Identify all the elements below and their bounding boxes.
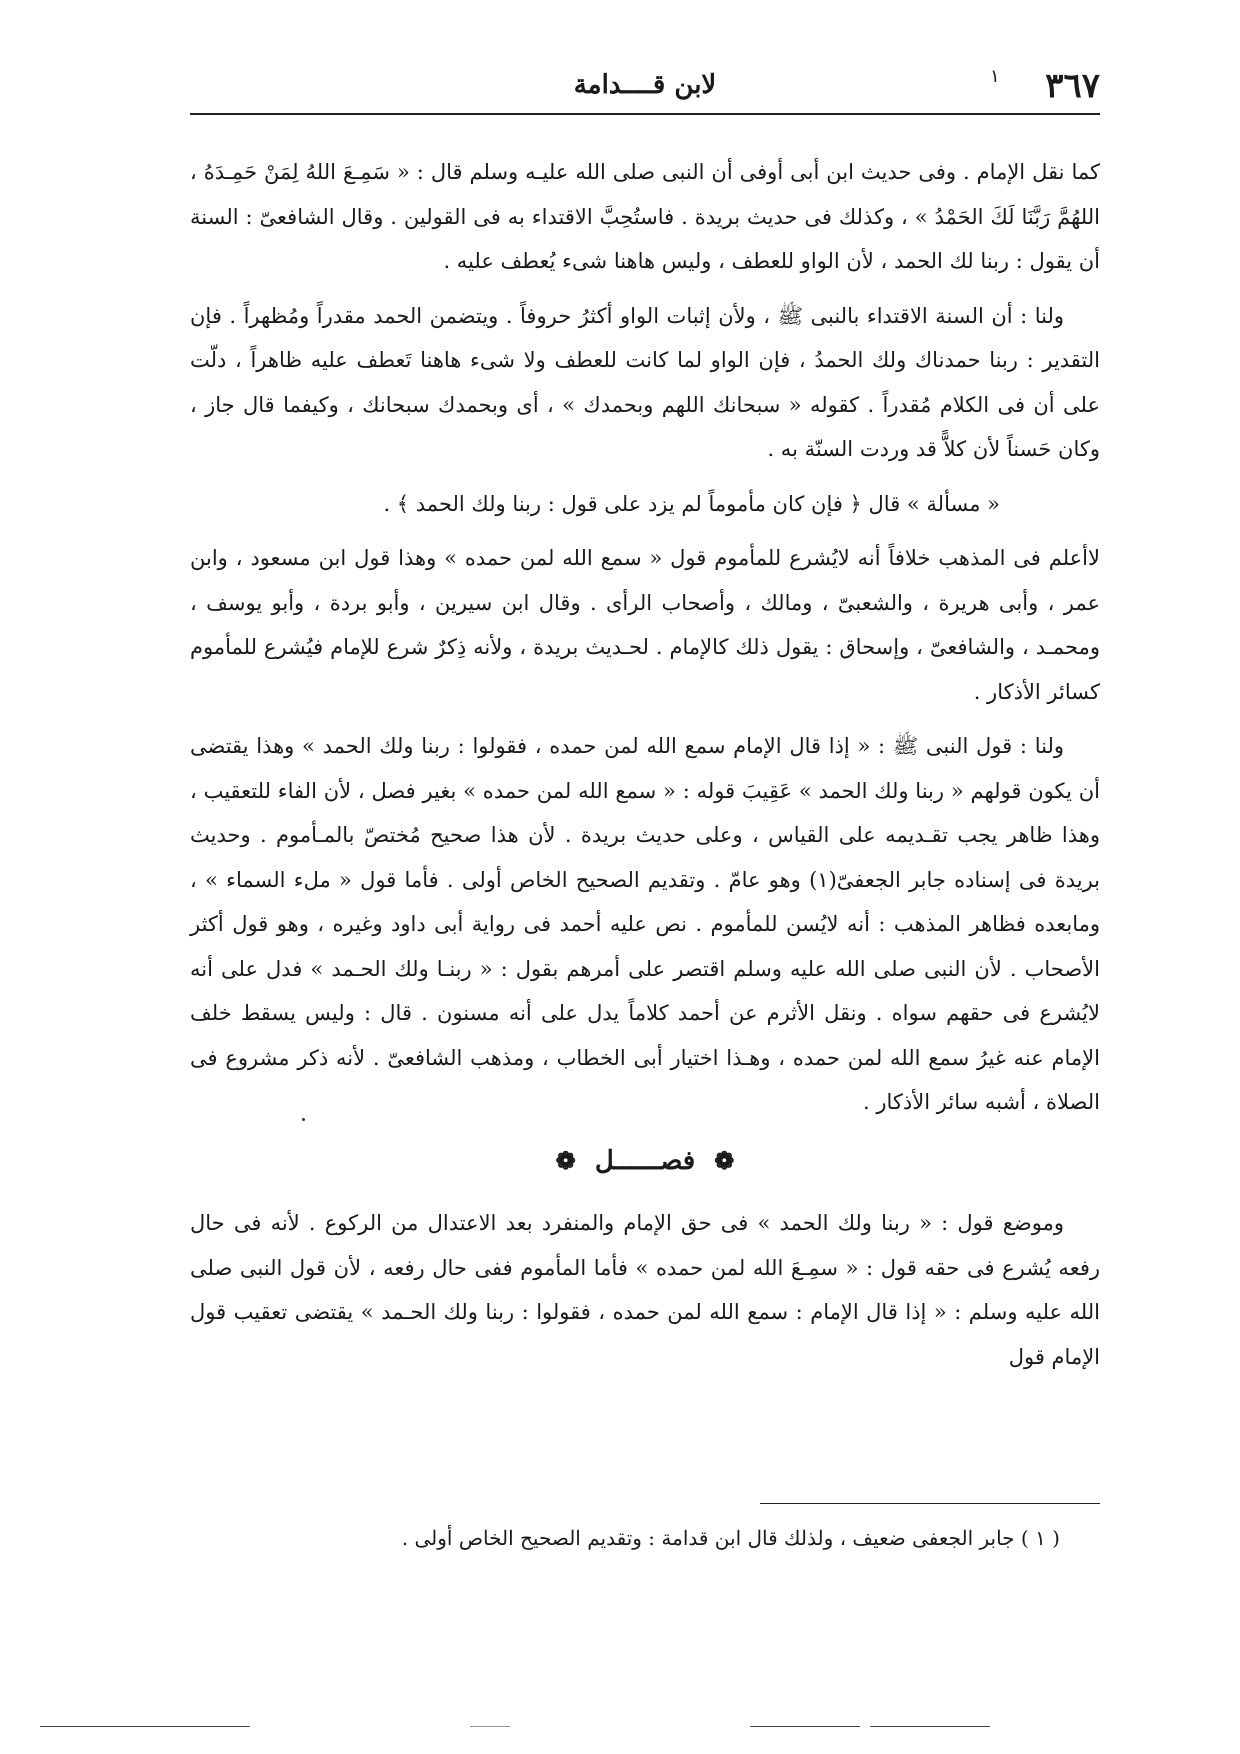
page-header <box>190 60 1100 110</box>
footnote: ( ١ ) جابر الجعفى ضعيف ، ولذلك قال ابن قدامة : وتقديم الصحيح الخاص أولى . <box>401 1526 1060 1550</box>
paragraph-4: ولنا : قول النبى ﷺ : « إذا قال الإمام سمع الله لمن حمده ، فقولوا : ربنا ولك الحمد » وهذا يقتضى أن يكون قولهم « ربنا ولك الحمد » عَقِيبَ قوله : « سمع الله لمن حمده » بغير فصل ، لأن الفاء للتعقيب ، وهذا ظاهر يجب تقـديمه على القياس ، وعلى حديث بريدة . لأن هذا صحيح مُختصّ بالمـأموم . وحديث بريدة فى إسناده جابر الجعفىّ(١) وهو عامّ . وتقديم الصحيح الخاص أولى . فأما قول « ملء السماء » ، ومابعده فظاهر المذهب : أنه لايُسن للمأموم . نص عليه أحمد فى رواية أبى داود وغيره ، وهو قول أكثر الأصحاب . لأن النبى صلى الله عليه وسلم اقتصر على أمرهم بقول : « ربنـا ولك الحـمد » فدل على أنه لايُشرع فى حقهم سواه . ونقل الأثرم عن أحمد كلاماً يدل على أنه مسنون . قال : وليس يسقط خلف الإمام عنه غيرُ سمع الله لمن حمده ، وهـذا اختيار أبى الخطاب ، ومذهب الشافعىّ . لأنه ذكر مشروع فى الصلاة ، أشبه سائر الأذكار . <box>190 734 1100 1114</box>
main-text <box>190 150 1100 1389</box>
paragraph-2: ولنا : أن السنة الاقتداء بالنبى ﷺ ، ولأن إثبات الواو أكثرُ حروفاً . ويتضمن الحمد مقدراً ومُظهراً . فإن التقدير : ربنا حمدناك ولك الحمدُ ، فإن الواو لما كانت للعطف ولا شىء هاهنا تَعطف عليه ظاهراً ، دلّت على أن فى الكلام مُقدراً . كقوله « سبحانك اللهم وبحمدك » ، أى وبحمدك سبحانك ، وكيفما قال جاز ، وكان حَسناً لأن كلاًّ قد وردت السنّة به . <box>190 303 1100 461</box>
ornament-right-icon: ❁ <box>714 1145 735 1175</box>
bottom-scan-line <box>750 1726 860 1727</box>
bottom-scan-line <box>40 1726 250 1727</box>
masala-line: « مسألة » قال ﴿ فإن كان مأموماً لم يزد على قول : ربنا ولك الحمد ﴾ . <box>383 491 1000 516</box>
section-paragraph: وموضع قول : « ربنا ولك الحمد » فى حق الإمام والمنفرد بعد الاعتدال من الركوع . لأنه فى حال رفعه يُشرع فى حقه قول : « سمِـعَ الله لمن حمده » فأما المأموم ففى حال رفعه ، لأن قول النبى صلى الله عليه وسلم : « إذا قال الإمام : سمع الله لمن حمده ، فقولوا : ربنا ولك الحـمد » يقتضى تعقيب قول الإمام قول <box>190 1211 1100 1369</box>
bottom-scan-line <box>870 1726 990 1727</box>
running-title: لابن قــــدامة <box>573 70 717 100</box>
stray-dot <box>302 1118 305 1121</box>
section-heading <box>190 1139 1100 1184</box>
paragraph-3: لاأعلم فى المذهب خلافاً أنه لايُشرع للمأموم قول « سمع الله لمن حمده » وهذا قول ابن مسعود ، وابن عمر ، وأبى هريرة ، والشعبىّ ، ومالك ، وأصحاب الرأى . وقال ابن سيرين ، وأبو بردة ، وأبو يوسف ، ومحمـد ، والشافعىّ ، وإسحاق : يقول ذلك كالإمام . لحـديث بريدة ، ولأنه ذِكرٌ شرع للإمام فيُشرع للمأموم كسائر الأذكار . <box>190 546 1100 704</box>
paragraph-1: كما نقل الإمام . وفى حديث ابن أبى أوفى أن النبى صلى الله عليـه وسلم قال : « سَمِـعَ اللهُ لِمَنْ حَمِـدَهُ ، اللهُمَّ رَبَّنَا لَكَ الحَمْدُ » ، وكذلك فى حديث بريدة . فاستُحِبَّ الاقتداء به فى القولين . وقال الشافعىّ : السنة أن يقول : ربنا لك الحمد ، لأن الواو للعطف ، وليس هاهنا شىء يُعطف عليه . <box>190 160 1100 273</box>
section-heading-label: فصــــــل <box>594 1145 696 1176</box>
ornament-left-icon: ❁ <box>555 1145 576 1175</box>
page-number: ٣٦٧ <box>1045 66 1100 106</box>
header-rule <box>190 113 1100 115</box>
bottom-scan-line <box>470 1726 510 1727</box>
footnote-rule <box>760 1503 1100 1504</box>
corner-mark: ١ <box>990 66 1000 87</box>
